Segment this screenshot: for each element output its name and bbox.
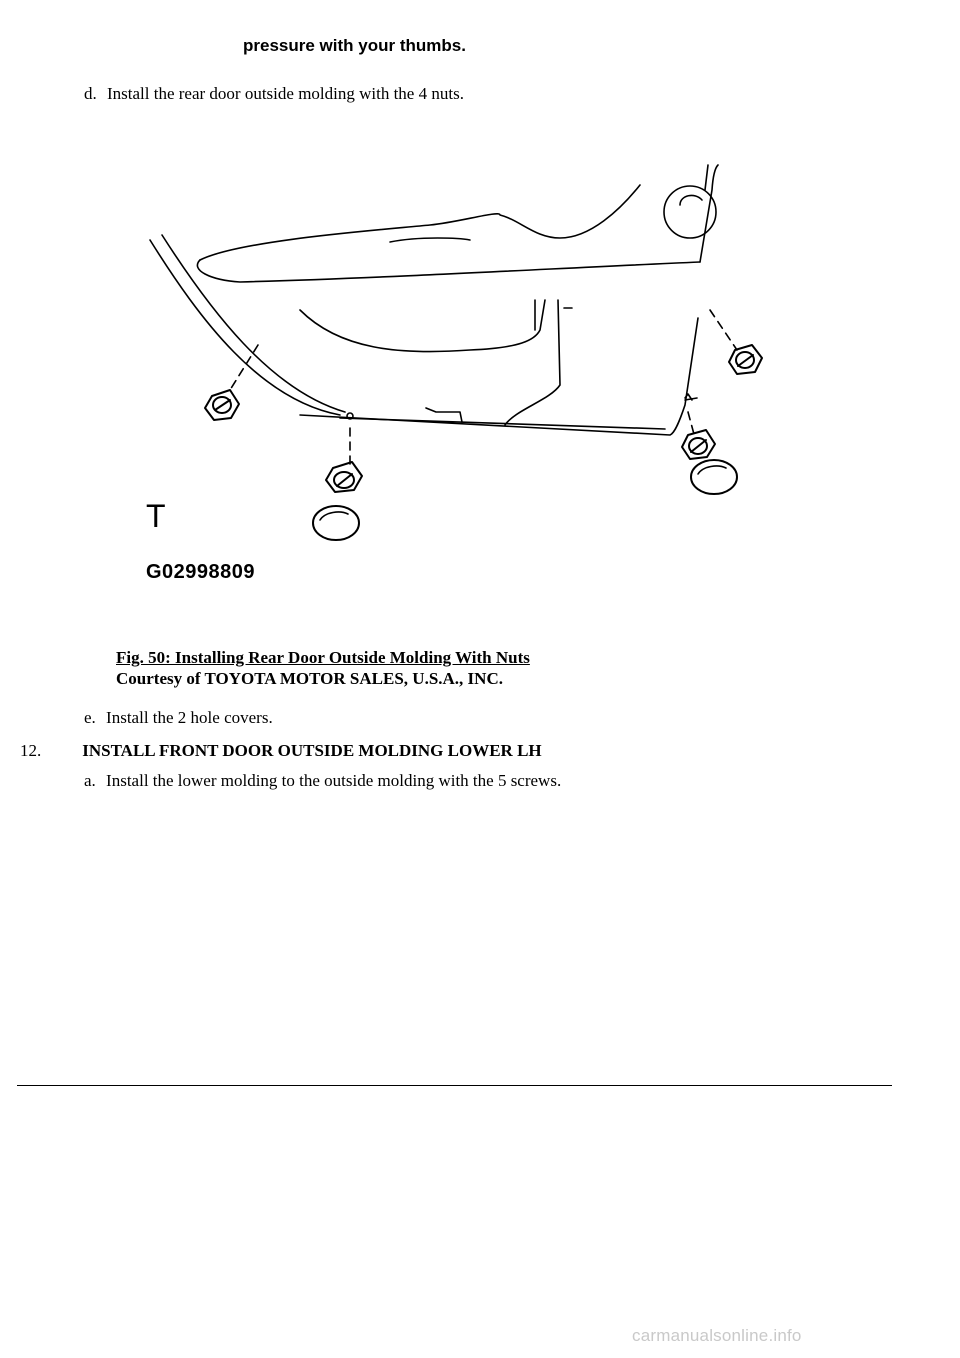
figure-credit: Courtesy of TOYOTA MOTOR SALES, U.S.A., INC. bbox=[116, 669, 503, 688]
step-d bbox=[84, 84, 464, 104]
hole-cover-left bbox=[313, 506, 359, 540]
hole-cover-right bbox=[691, 460, 737, 494]
nut-right-high bbox=[729, 345, 762, 374]
nut-left bbox=[205, 390, 239, 420]
step-marker: e. bbox=[84, 708, 96, 727]
figure-title[interactable]: Fig. 50: Installing Rear Door Outside Molding With Nuts bbox=[116, 648, 530, 667]
watermark: carmanualsonline.info bbox=[632, 1326, 802, 1345]
figure-code: G02998809 bbox=[146, 561, 256, 583]
guide-line-right-high bbox=[710, 310, 737, 350]
step-text: Install the lower molding to the outside molding with the 5 screws. bbox=[106, 771, 562, 790]
step-number: 12. bbox=[20, 741, 42, 760]
step-text: Install the rear door outside molding with the 4 nuts. bbox=[107, 84, 464, 103]
step-12-heading bbox=[20, 741, 542, 761]
page-divider bbox=[17, 1085, 892, 1086]
door-pocket bbox=[300, 300, 545, 352]
step-heading-text: INSTALL FRONT DOOR OUTSIDE MOLDING LOWER LH bbox=[82, 741, 542, 760]
continued-caption: pressure with your thumbs. bbox=[243, 36, 466, 55]
door-molding-diagram bbox=[140, 150, 800, 550]
step-e bbox=[84, 708, 273, 728]
figure-label-t: T bbox=[146, 498, 166, 534]
step-marker: a. bbox=[84, 771, 96, 790]
door-edge-line bbox=[150, 240, 340, 415]
armrest-outline bbox=[200, 185, 640, 260]
nut-center bbox=[326, 462, 362, 492]
nut-right-low bbox=[682, 430, 715, 459]
step-a bbox=[84, 771, 561, 791]
step-marker: d. bbox=[84, 84, 97, 103]
lower-molding bbox=[300, 318, 698, 435]
step-text: Install the 2 hole covers. bbox=[106, 708, 273, 727]
